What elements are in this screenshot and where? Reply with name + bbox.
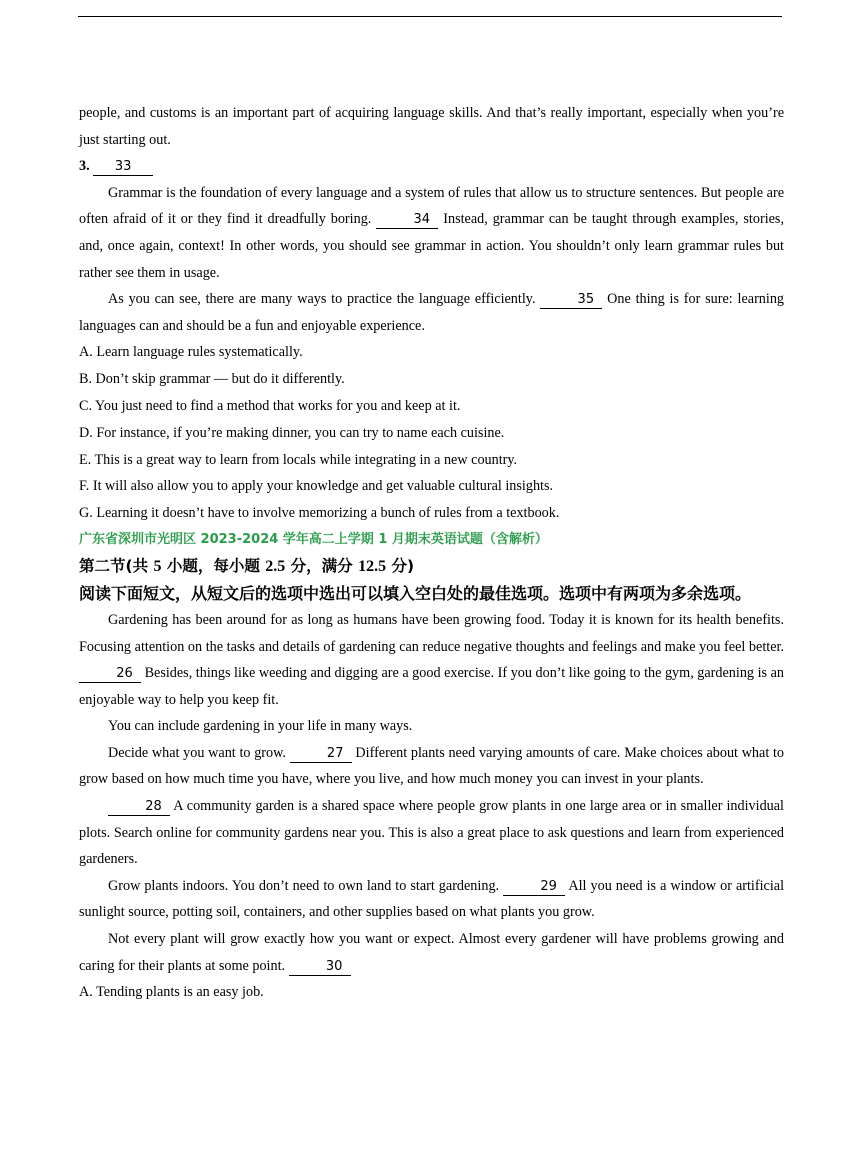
section-points-each: 2.5: [265, 557, 286, 575]
page-content: [79, 100, 784, 1006]
paragraph-text: Different plants need varying amounts of care. Make choices about what to grow based on how much time you have, where you live, and how much money you can invest in your plants.: [79, 744, 785, 788]
option-c: C. You just need to find a method that works for you and keep at it.: [79, 397, 461, 414]
paragraph-gardening-3: [79, 740, 784, 793]
option-d: D. For instance, if you’re making dinner, you can try to name each cuisine.: [79, 424, 505, 441]
section-text: 分): [386, 556, 415, 575]
paragraph-text: Instead, grammar can be taught through examples, stories, and, once again, context! In other words, you should see grammar in action. You shouldn’t only learn grammar rules but rather see them in usage.: [79, 211, 784, 281]
question-number: 3.: [79, 158, 90, 175]
paragraph-text: All you need is a window or artificial sunlight source, potting soil, containers, and other supplies based on what plants you grow.: [79, 877, 785, 921]
paragraph-text: Not every plant will grow exactly how you want or expect. Almost every gardener will have problems growing and caring for their plants at some point.: [79, 931, 784, 974]
section-heading: [79, 553, 784, 580]
options-list-2: [79, 979, 784, 1006]
paragraph-text: Grammar is the foundation of every language and a system of rules that allow us to structure sentences. But people are often afraid of it or they find it dreadfully boring.: [79, 184, 784, 228]
question-3: [79, 153, 784, 180]
blank-30: 30: [289, 959, 351, 976]
paragraph-text: A community garden is a shared space where people grow plants in one large area or in smaller individual plots. Search online for community gardens near you. This is also a great place to ask questions and learn from experienced gardeners.: [79, 798, 784, 868]
paragraph-grammar: [79, 180, 784, 286]
paragraph-text: people, and customs is an important part of acquiring language skills. And that’s really important, especially when you’re just starting out.: [79, 105, 784, 148]
option-g: G. Learning it doesn’t have to involve memorizing a bunch of rules from a textbook.: [79, 505, 560, 522]
section-text: 小题，每小题: [161, 556, 266, 575]
section-count: 5: [153, 557, 162, 575]
blank-27: 27: [290, 746, 352, 763]
paragraph-text: Decide what you want to grow.: [108, 744, 286, 761]
header-rule: [78, 16, 782, 17]
blank-26: 26: [79, 666, 141, 683]
paragraph-gardening-5: [79, 873, 784, 926]
option-b: B. Don’t skip grammar — but do it differently.: [79, 371, 345, 388]
paragraph-gardening-1: [79, 607, 784, 713]
paragraph-text: One thing is for sure: learning languages can and should be a fun and enjoyable experience.: [79, 291, 785, 334]
paragraph-summary: [79, 286, 784, 339]
section-text: 第二节(共: [79, 556, 154, 575]
blank-28: 28: [108, 799, 170, 816]
blank-34: 34: [376, 212, 438, 229]
option-e: E. This is a great way to learn from locals while integrating in a new country.: [79, 451, 518, 468]
exam-source-title: 广东省深圳市光明区 2023-2024 学年高二上学期 1 月期末英语试题（含解析）: [79, 531, 548, 547]
blank-35: 35: [540, 292, 602, 309]
option-a: A. Tending plants is an easy job.: [79, 984, 264, 1001]
paragraph-text: Besides, things like weeding and digging are a good exercise. If you don’t like going to the gym, gardening is an enjoyable way to help you keep fit.: [79, 665, 784, 708]
blank-29: 29: [503, 879, 565, 896]
option-a: A. Learn language rules systematically.: [79, 344, 303, 361]
paragraph-gardening-2: [79, 713, 784, 740]
paragraph-gardening-4: [79, 793, 784, 873]
paragraph-text: You can include gardening in your life in many ways.: [108, 718, 413, 735]
options-list-1: [79, 339, 784, 527]
paragraph-intro: [79, 100, 784, 153]
option-f: F. It will also allow you to apply your knowledge and get valuable cultural insights.: [79, 478, 554, 495]
blank-33: 33: [93, 159, 153, 176]
paragraph-text: Gardening has been around for as long as humans have been growing food. Today it is known for its health benefits. Focusing attention on the tasks and details of gardening can reduce negative thoughts and feelings and make you feel better.: [79, 611, 784, 655]
section-points-total: 12.5: [358, 557, 387, 575]
paragraph-gardening-6: [79, 926, 784, 979]
paragraph-text: As you can see, there are many ways to practice the language efficiently.: [108, 291, 536, 308]
section-text: 分，满分: [285, 556, 359, 575]
section-instruction: 阅读下面短文，从短文后的选项中选出可以填入空白处的最佳选项。选项中有两项为多余选项。: [79, 583, 752, 603]
paragraph-text: Grow plants indoors. You don’t need to own land to start gardening.: [108, 877, 500, 894]
